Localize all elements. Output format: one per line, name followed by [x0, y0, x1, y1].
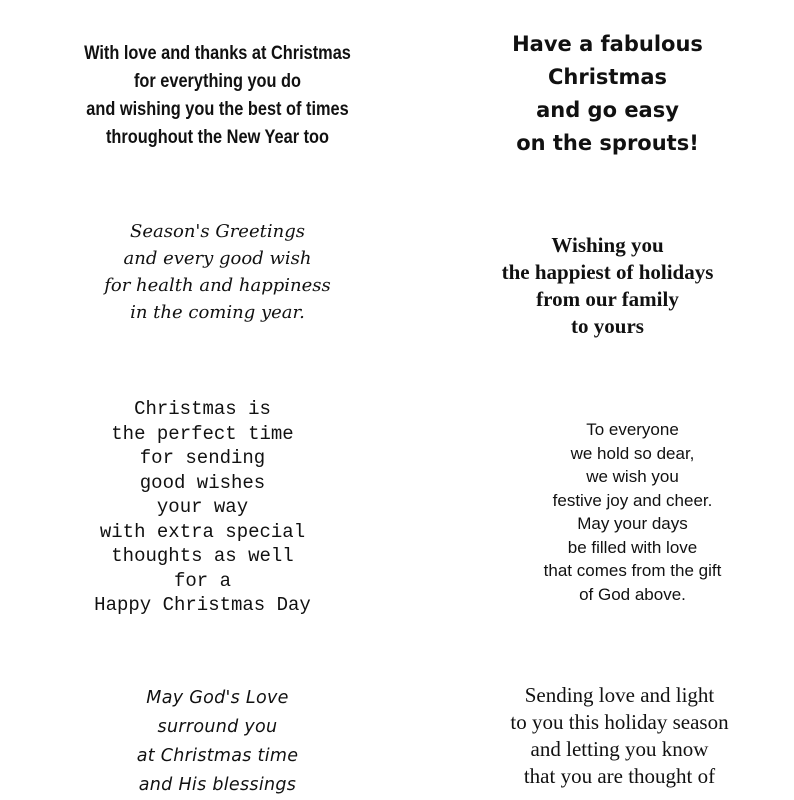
verse-fabulous-christmas: [430, 28, 785, 160]
verse-love-and-thanks: [65, 40, 370, 152]
verse-line: be filled with love: [567, 537, 698, 557]
verse-line: and wishing you the best of times: [86, 99, 349, 120]
verse-line: to you this holiday season: [510, 710, 729, 734]
verse-line: with extra special: [99, 520, 306, 543]
verse-line: in the coming year.: [130, 302, 305, 323]
verse-line: Christmas is: [134, 398, 271, 420]
verse-line: to yours: [571, 314, 644, 338]
verse-seasons-greetings: [40, 218, 395, 326]
verse-line: May your days: [577, 514, 688, 533]
verse-line: Happy Christmas Day: [94, 594, 311, 616]
verse-line: and letting you know: [530, 737, 709, 761]
verse-line: for health and happiness: [104, 275, 331, 296]
verse-line: Sending love and light: [524, 683, 715, 707]
verse-line: your way: [156, 496, 249, 518]
verse-line: Season's Greetings: [130, 221, 305, 242]
verse-line: throughout the New Year too: [105, 127, 330, 148]
verse-line: Have a fabulous: [512, 32, 703, 56]
verse-gods-love: [40, 684, 395, 800]
verse-line: and go easy: [536, 98, 679, 122]
verse-happiest-holidays: [430, 232, 785, 340]
verse-line: we wish you: [586, 467, 679, 486]
verse-line: from our family: [536, 287, 679, 311]
verse-line: and every good wish: [123, 248, 312, 269]
verse-line: for sending: [139, 447, 266, 469]
verse-line: May God's Love: [146, 688, 289, 708]
verse-line: and His blessings: [138, 775, 297, 795]
verse-love-and-light: [442, 682, 794, 790]
verse-line: for a: [173, 569, 231, 592]
verse-line: that you are thought of: [523, 764, 716, 788]
verse-line: Christmas: [547, 65, 667, 89]
verse-line: good wishes: [139, 471, 266, 494]
verse-line: of God above.: [579, 584, 686, 604]
verse-line: the happiest of holidays: [501, 260, 714, 284]
verse-perfect-time: [25, 397, 380, 618]
verse-line: the perfect time: [111, 422, 294, 445]
verse-line: at Christmas time: [136, 746, 299, 766]
verse-line: surround you: [157, 717, 278, 737]
verse-line: With love and thanks at Christmas: [84, 43, 351, 64]
verse-line: we hold so dear,: [570, 443, 695, 463]
verse-line: thoughts as well: [111, 545, 294, 567]
verse-line: on the sprouts!: [516, 131, 699, 155]
verse-line: that comes from the gift: [543, 561, 722, 580]
verse-hold-so-dear: [455, 418, 794, 606]
verse-line: festive joy and cheer.: [552, 490, 713, 510]
verse-line: To everyone: [586, 420, 679, 439]
verse-line: Wishing you: [551, 233, 664, 257]
verse-line: for everything you do: [133, 71, 302, 92]
